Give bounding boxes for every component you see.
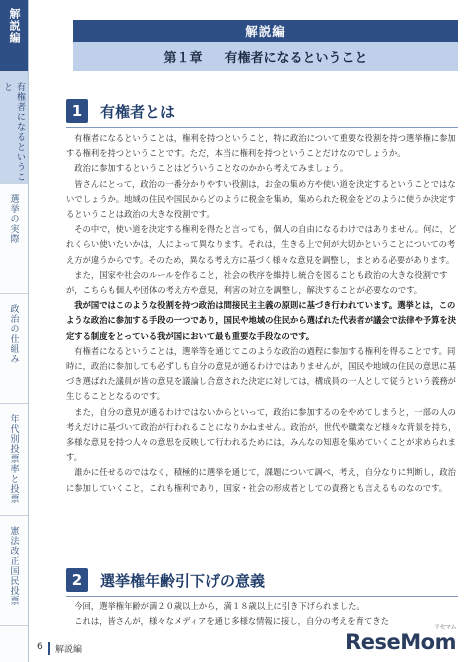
section-1-body [66,131,458,496]
watermark-subtext: リセマム [434,624,456,631]
section-2-body [66,599,458,629]
paragraph: 今回，選挙権年齢が満２０歳以上から，満１８歳以上に引き下げられました。 [74,601,365,611]
section-divider [66,596,458,597]
sidebar [0,0,29,662]
sidebar-tab-label: 選挙の実際 [8,194,19,244]
paragraph: また，国家や社会のルールを作ること，社会の秩序を維持し統合を図ることも政治の大きな役割ですが，こちらも個人や団体の考え方や意見，利害の対立を調整し，解決することが必要なのです。 [66,269,448,296]
paragraph: 皆さんにとって，政治の一番分かりやすい役割は，お金の集め方や使い道を決定するということではないでしょうか。地域の住民や国民からどのように税金を集め，集められた税金をどのように使うか決定するということは政治の大きな役割です。 [66,178,456,220]
section-heading-2 [66,567,458,593]
paragraph: また，自分の意見が通るわけではないからといって，政治に参加するのをやめてしまうと，一部の人の考えだけに基づいて政治が行われることになりかねません。政治が，世代や職業など様々な背景を持ち，多様な意見を持つ人々の意思を反映して行われるためには，みんなの知恵を集めていくことが求められます。 [66,406,457,463]
section-heading-1 [66,98,458,124]
page-number: 6 [37,642,43,652]
sidebar-tab-label: 解説編 [8,8,21,44]
emphasized-paragraph: 我が国ではこのような役割を持つ政治は間接民主主義の原則に基づき行われています。選挙とは，このような政治に参加する手段の一つであり，国民や地域の住民から選ばれた代表者が議会で法律や予算を決定する制度をとっている我が国において最も重要な手段なのです。 [66,300,456,341]
sidebar-tab-referendum[interactable] [0,516,28,626]
sidebar-tab-label: 年代別投票率と投票 [8,414,19,504]
section-number-badge: 1 [66,99,88,123]
paragraph: 有権者になるということは，権利を持つということ，特に政治について重要な役割を持つ選挙権に参加する権利を持つということです。ただ，本当に権利を持つということだけなのでしょうか。 [66,133,456,159]
header-label: 解説編 [73,20,458,42]
section-title: 選挙権年齢引下げの意義 [100,571,266,590]
resemom-watermark-logo [345,624,456,654]
paragraph: 政治に参加するということはどういうことなのかから考えてみましょう。 [74,163,349,174]
sidebar-tab-label: 政治の仕組み [8,304,19,364]
sidebar-tab-elections[interactable] [0,184,28,294]
sidebar-tab-turnout[interactable] [0,404,28,516]
chapter-number: 第１章 [163,51,203,66]
paragraph: 有権者になるということは，選挙等を通じてこのような政治の過程に参加する権利を得ることです。同時に，政治に参加しても必ずしも自分の意見が通るわけではありませんが，国民や地域の住民の意思に基づき選ばれた議員が皆の意見を議論し合意された決定に対しては，構成員の一人として従うという義務が生じることとなるのです。 [66,345,456,402]
section-number-badge: 2 [66,568,88,592]
chapter-title: 有権者になるということ [224,51,368,66]
sidebar-tab-explanation[interactable] [0,0,28,72]
sidebar-tab-label: 憲法改正国民投票 [8,526,19,606]
footer-section-label: 解説編 [48,642,82,655]
chapter-title-bar [73,42,458,71]
paragraph: これは，皆さんが，様々なメディアを通じ多様な情報に接し，自分の考えを育てきた [74,616,389,627]
sidebar-tab-label: 有権者になるということ [2,82,25,182]
sidebar-tab-becoming-voter[interactable] [0,72,28,184]
paragraph: 誰かに任せるのではなく，積極的に選挙を通じて，課題について調べ，考え，自分なりに判断し，政治に参加していくこと，これも権利であり，国家・社会の形成者としての責務とも言えるものなのです。 [66,467,456,493]
watermark-text: ReseMom [345,630,456,654]
section-divider [66,127,458,128]
section-title: 有権者とは [100,102,176,121]
sidebar-tab-political-system[interactable] [0,294,28,404]
paragraph: その中で，使い道を決定する権利を得たと言っても，個人の自由になるわけではありません。何に，どれくらい使いたいかは，人によって異なります。それは，生きる上で何が大切かということについての考え方が違うからです。そのため，異なる考え方に基づく様々な意見を調整し，まとめる必要があります。 [66,224,457,265]
